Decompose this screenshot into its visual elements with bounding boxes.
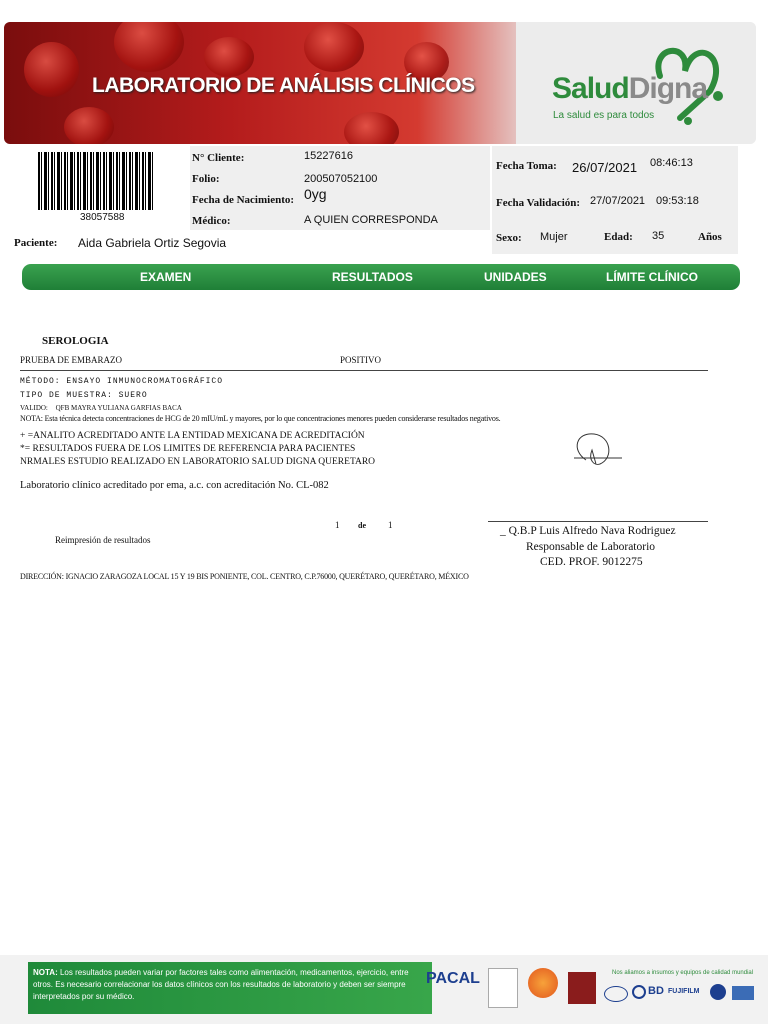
medico-value: A QUIEN CORRESPONDA [304, 214, 438, 226]
signer-name: _ Q.B.P Luis Alfredo Nava Rodriguez [500, 525, 676, 537]
tipo-muestra-text: TIPO DE MUESTRA: SUERO [20, 391, 148, 400]
fujifilm-logo: FUJIFILM [668, 988, 700, 995]
partner-logo-icon [732, 986, 754, 1000]
legend-acreditado: + =ANALITO ACREDITADO ANTE LA ENTIDAD MEXICANA DE ACREDITACIÓN [20, 431, 365, 441]
fecha-toma-date: 26/07/2021 [572, 160, 638, 175]
footer-note: NOTA: Los resultados pueden variar por factores tales como alimentación, medicamentos, ejercicio, entre otros. Es necesario correlacionar los datos clínicos con los resultados de laboratorio y deben ser siempre interpretados por su médico. [33, 968, 409, 1001]
brand-tagline: La salud es para todos [553, 110, 655, 121]
page-total: 1 [388, 520, 393, 530]
blood-cell-graphic [64, 107, 114, 144]
fecha-validacion-time: 09:53:18 [656, 195, 699, 207]
edad-value: 35 [652, 230, 665, 242]
metodo-text: MÉTODO: ENSAYO INMUNOCROMATOGRÁFICO [20, 377, 224, 386]
medico-label: Médico: [192, 215, 231, 227]
blood-cell-graphic [24, 42, 79, 97]
signature-line [488, 521, 708, 522]
fecha-toma-time: 08:46:13 [650, 157, 693, 169]
test-name: PRUEBA DE EMBARAZO [20, 355, 123, 365]
column-resultados: RESULTADOS [332, 270, 413, 284]
address-text: DIRECCIÓN: IGNACIO ZARAGOZA LOCAL 15 Y 19 BIS PONIENTE, COL. CENTRO, C.P.76000, QUERÉTARO, QUERÉTARO, MÉXICO [20, 572, 469, 581]
paciente-value: Aida Gabriela Ortiz Segovia [78, 236, 227, 250]
signer-cedula: CED. PROF. 9012275 [540, 556, 643, 568]
seal-logo-icon [710, 984, 726, 1000]
blood-cell-graphic [344, 112, 399, 144]
blood-cell-graphic [304, 22, 364, 72]
lab-title: LABORATORIO DE ANÁLISIS CLÍNICOS [92, 74, 475, 97]
section-title: SEROLOGIA [42, 335, 109, 347]
sexo-label: Sexo: [496, 232, 522, 244]
column-examen: EXAMEN [140, 270, 192, 284]
sexo-value: Mujer [540, 231, 568, 243]
anos-label: Años [698, 231, 722, 243]
nacimiento-value: 0yg [304, 186, 327, 202]
folio-label: Folio: [192, 173, 220, 185]
legend-fuera-limites: *= RESULTADOS FUERA DE LOS LIMITES DE REFERENCIA PARA PACIENTES [20, 444, 356, 454]
reprint-label: Reimpresión de resultados [55, 535, 151, 545]
signer-role: Responsable de Laboratorio [526, 541, 656, 553]
sun-logo-icon [528, 968, 558, 998]
bd-logo-icon [632, 985, 646, 999]
red-certificate-icon [568, 972, 596, 1004]
accreditation-text: Laboratorio clínico acreditado por ema, a.c. con acreditación No. CL-082 [20, 480, 329, 491]
roche-logo-icon [604, 986, 628, 1002]
blood-cell-graphic [114, 22, 184, 72]
page-current: 1 [335, 520, 340, 530]
cliente-label: N° Cliente: [192, 152, 245, 164]
test-result: POSITIVO [340, 355, 382, 365]
blood-cell-graphic [204, 37, 254, 77]
folio-value: 200507052100 [304, 173, 378, 185]
result-divider [20, 370, 708, 371]
column-limite-clinico: LÍMITE CLÍNICO [606, 270, 698, 284]
fecha-validacion-label: Fecha Validación: [496, 197, 581, 209]
fecha-toma-label: Fecha Toma: [496, 160, 557, 172]
validado-line: VALIDO: QFB MAYRA YULIANA GARFIAS BACA [20, 404, 182, 412]
nota-text: NOTA: Esta técnica detecta concentraciones de HCG de 20 mIU/mL y mayores, por lo que concentraciones menores pueden considerarse resultados negativos. [20, 414, 501, 423]
bd-logo-text: BD [648, 985, 664, 997]
paciente-label: Paciente: [14, 237, 58, 249]
edad-label: Edad: [604, 231, 633, 243]
barcode-icon [38, 152, 153, 210]
pacal-logo: PACAL [426, 970, 480, 987]
barcode-number: 38057588 [80, 212, 125, 223]
certification-badge-icon [488, 968, 518, 1008]
legend-estudio: NRMALES ESTUDIO REALIZADO EN LABORATORIO SALUD DIGNA QUERETARO [20, 457, 376, 467]
brand-logo-text: SaludDigna [552, 72, 708, 105]
cliente-value: 15227616 [304, 150, 353, 162]
fecha-validacion-date: 27/07/2021 [590, 195, 646, 207]
column-unidades: UNIDADES [484, 270, 547, 284]
page-of: de [358, 521, 366, 530]
signature-icon [566, 430, 626, 470]
nacimiento-label: Fecha de Nacimiento: [192, 194, 295, 206]
alliance-text: Nos aliamos a insumos y equipos de calidad mundial [612, 970, 754, 976]
